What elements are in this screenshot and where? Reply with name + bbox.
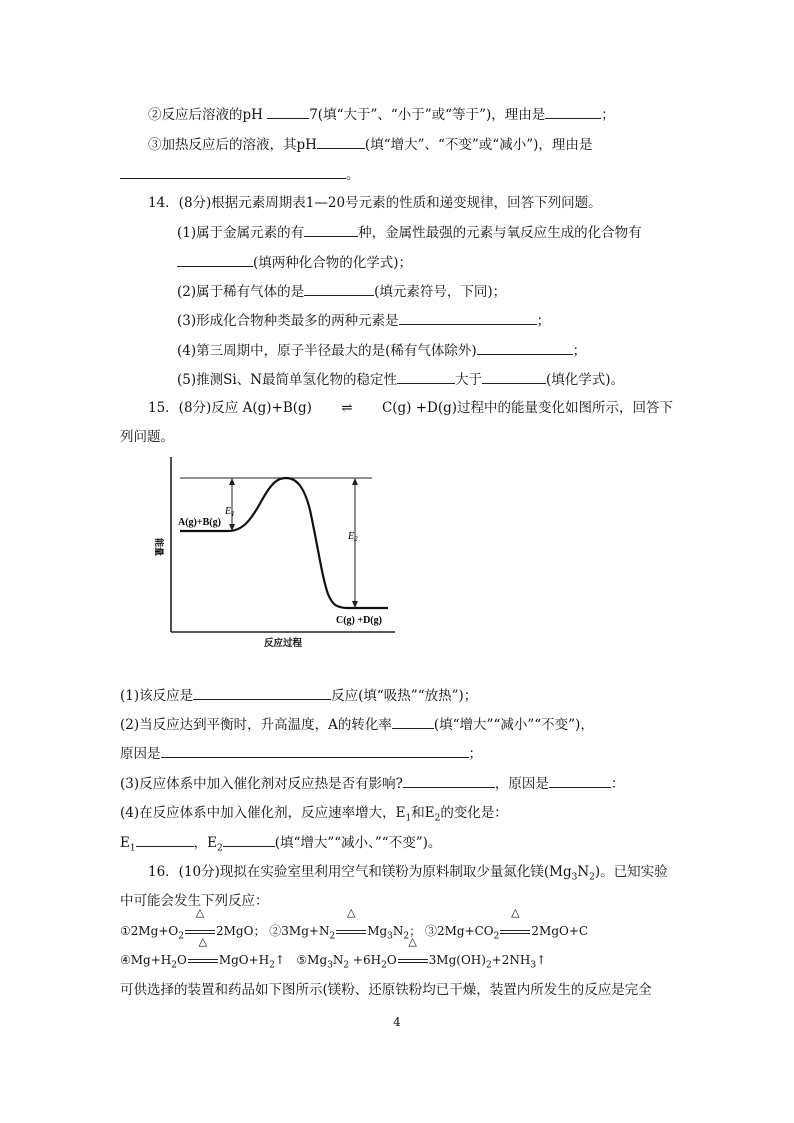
blank[interactable]	[549, 773, 611, 788]
blank[interactable]	[399, 310, 537, 325]
heat-symbol: △	[195, 906, 205, 919]
heat-symbol: △	[511, 906, 520, 919]
e1-arrowhead-top	[229, 478, 235, 485]
q16-intro: 中可能会发生下列反应：	[120, 893, 269, 909]
blank[interactable]	[545, 104, 601, 119]
blank[interactable]	[317, 134, 365, 149]
heat-symbol: △	[198, 935, 208, 948]
blank[interactable]	[477, 340, 573, 355]
q14-part5: (5)推测Si、N最简单氢化物的稳定性 大于 (填化学式)。	[177, 369, 624, 390]
reactions-line-2: $④Mg+H_2O$ △ $MgO+H_2↑$ $⑤Mg_3N_2 +6H_2O$ △ $3Mg(OH)_2+2NH_3↑$	[120, 935, 547, 971]
q15-title: 15．(8分)反应 A(g)+B(g) ⇌ C(g) +D(g)过程中的能量变化如图所示，回答下	[148, 400, 674, 416]
product-label: C(g) +D(g)	[336, 615, 382, 626]
x-axis-label: 反应过程	[264, 638, 303, 649]
q14-part1-cont: (填两种化合物的化学式)；	[177, 252, 412, 273]
blank[interactable]	[177, 252, 253, 267]
blank[interactable]	[304, 222, 358, 237]
q14-title: 14．(8分)根据元素周期表1—20号元素的性质和递变规律，回答下列问题。	[148, 195, 602, 211]
y-axis-label: 能量	[153, 538, 163, 557]
e2-label: $E_2$	[348, 531, 358, 543]
q15-part2-cont: 原因是 ；	[120, 743, 482, 764]
e1-label: $E_1$	[225, 506, 235, 518]
page-number: 4	[393, 1015, 401, 1029]
q13-part2: ②反应后溶液的pH 7(填“大于”、“小于”或“等于”)，理由是 ；	[148, 104, 615, 125]
energy-diagram	[150, 452, 400, 652]
blank[interactable]	[397, 369, 455, 384]
q16-title: 16．(10分)现拟在实验室里利用空气和镁粉为原料制取少量氮化镁$(Mg_3N_2)$。已知实验	[148, 864, 668, 883]
energy-curve	[180, 478, 388, 608]
blank[interactable]	[403, 773, 495, 788]
q14-part4: (4)第三周期中，原子半径最大的是(稀有气体除外) ；	[177, 340, 586, 361]
blank[interactable]	[161, 743, 469, 758]
heat-symbol: △	[408, 935, 417, 948]
q15-title-cont: 列问题。	[120, 429, 174, 445]
q15-part1: (1)该反应是 反应(填“吸热”“放热”)；	[120, 685, 477, 706]
q14-part1: (1)属于金属元素的有 种，金属性最强的元素与氧反应生成的化合物有	[177, 222, 642, 243]
equilibrium-arrow: ⇌	[341, 400, 353, 416]
q14-part2: (2)属于稀有气体的是 (填元素符号，下同)；	[177, 281, 506, 302]
heat-symbol: △	[346, 906, 356, 919]
blank[interactable]	[304, 281, 374, 296]
q13-part3-cont: 。	[120, 164, 360, 185]
blank[interactable]	[392, 714, 434, 729]
q15-part2: (2)当反应达到平衡时，升高温度，A的转化率 (填“增大”“减小”“不变”)，	[120, 714, 594, 735]
blank[interactable]	[267, 104, 309, 119]
q13-part3: ③加热反应后的溶液，其pH (填“增大”、“不变”或“减小”)，理由是	[148, 134, 592, 155]
blank[interactable]	[223, 832, 275, 847]
reactions-line-1: $①2Mg+O_2$ △ 2MgO； $②3Mg+N_2$ △ $Mg_3N_2$； $③2Mg+CO_2$ △ 2MgO+C	[120, 906, 589, 942]
blank[interactable]	[193, 685, 331, 700]
blank[interactable]	[120, 164, 346, 179]
q15-part3: (3)反应体系中加入催化剂对反应热是否有影响? ，原因是 ：	[120, 773, 624, 794]
q15-part4-answers: $E_1$ ，$E_2$ (填“增大”“减小、”“不变”)。	[120, 832, 441, 859]
q15-part4: (4)在反应体系中加入催化剂，反应速率增大，$E_1$和$E_2$的变化是：	[120, 805, 508, 824]
blank[interactable]	[482, 369, 546, 384]
e2-arrowhead-top	[352, 478, 358, 485]
q16-apparatus-text: 可供选择的装置和药品如下图所示(镁粉、还原铁粉均已干燥，装置内所发生的反应是完全	[120, 982, 652, 998]
reactant-label: A(g)+B(g)	[178, 517, 221, 528]
blank[interactable]	[136, 832, 194, 847]
q14-part3: (3)形成化合物种类最多的两种元素是 ；	[177, 310, 550, 331]
